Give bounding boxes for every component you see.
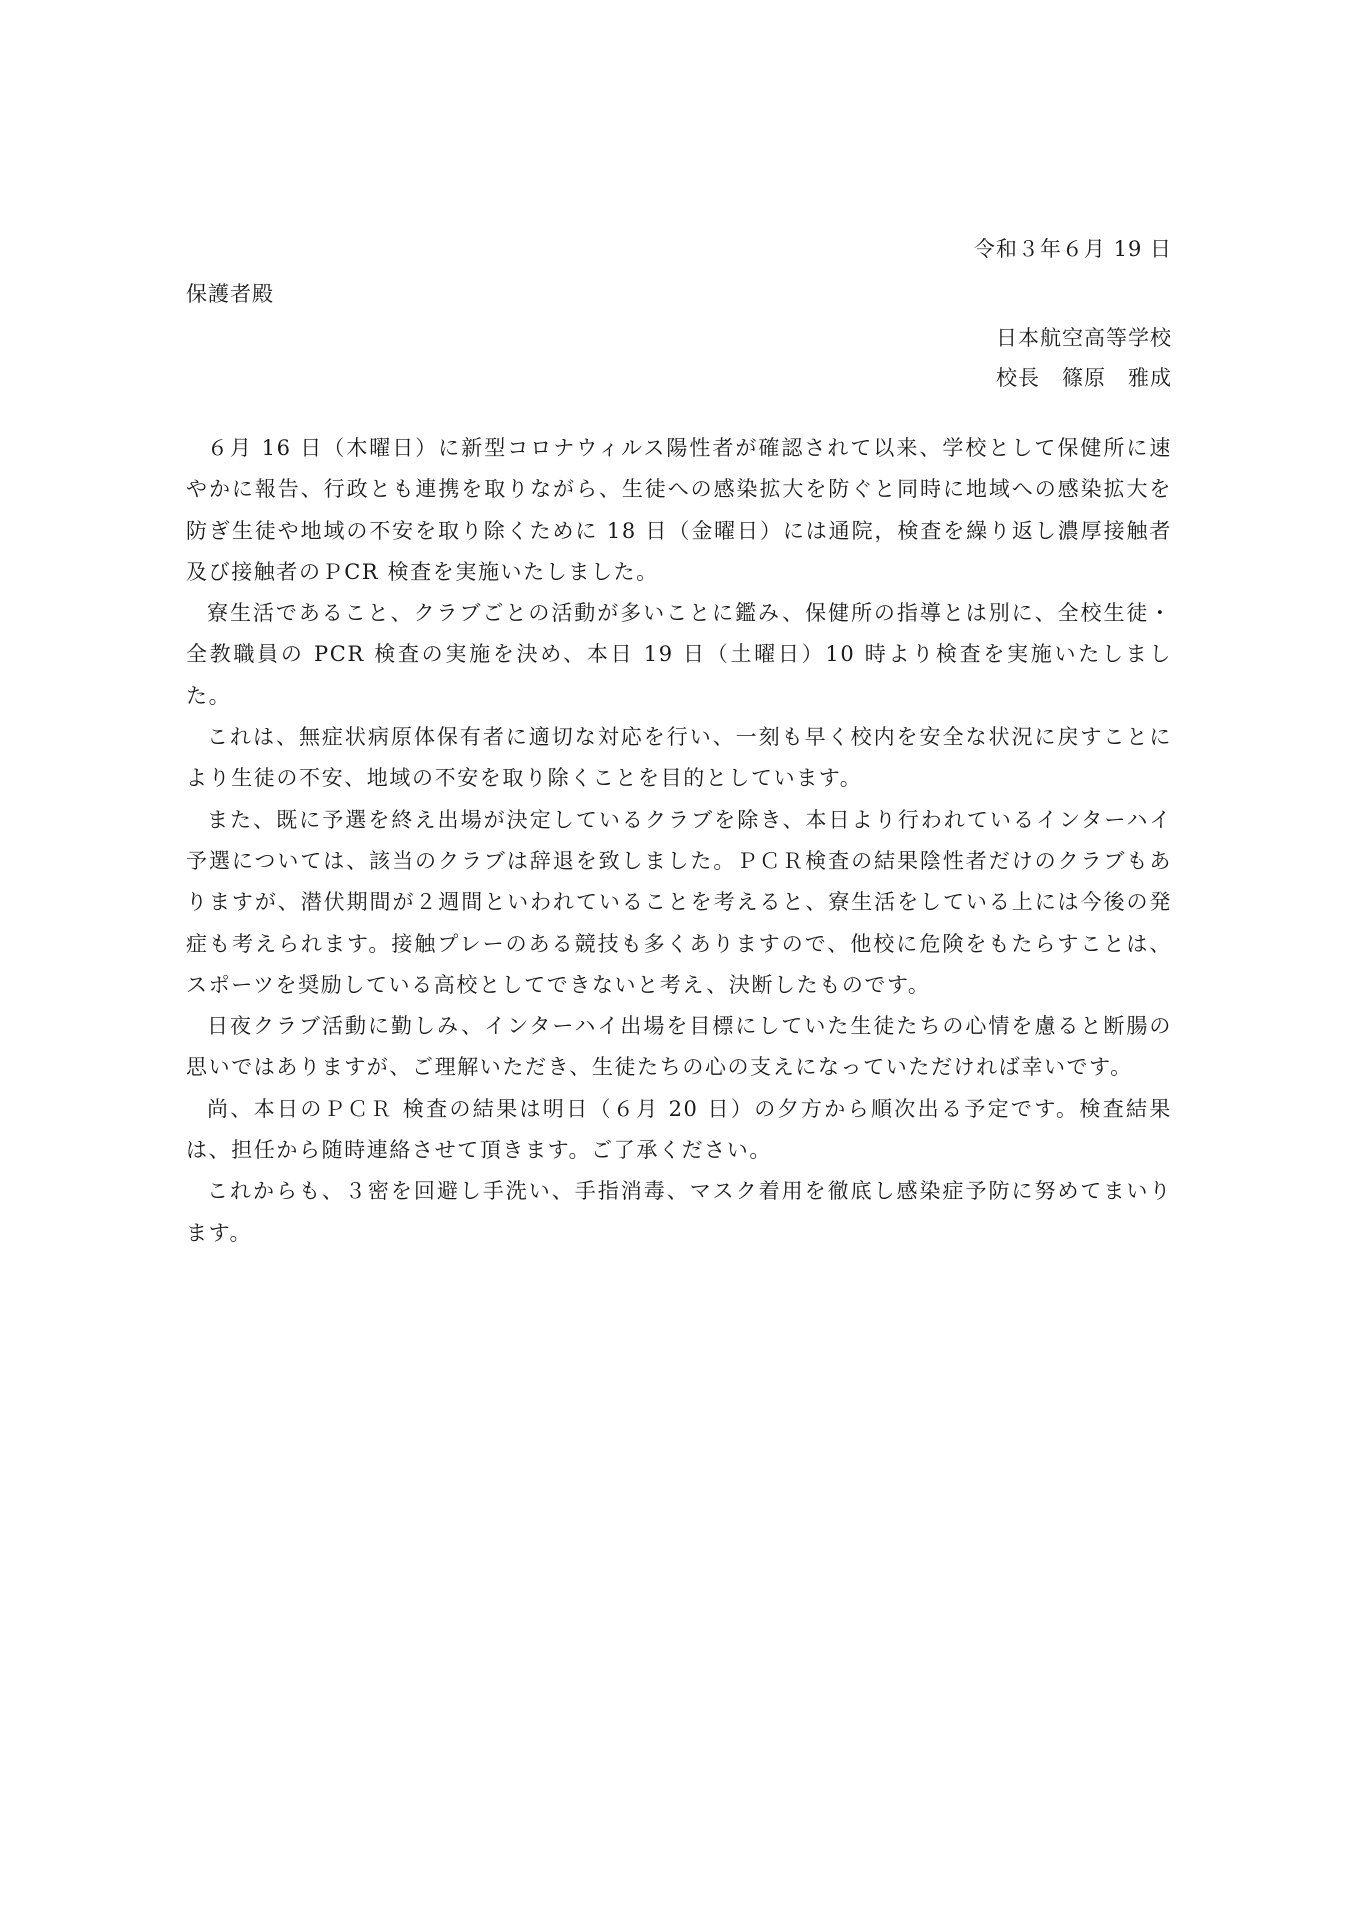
body-paragraph: また、既に予選を終え出場が決定しているクラブを除き、本日より行われているインターハイ予選については、該当のクラブは辞退を致しました。ＰＣＲ検査の結果陰性者だけのクラブもありますが、潜伏期間が２週間といわれていることを考えると、寮生活をしている上には今後の発症も考えられます。接触プレーのある競技も多くありますので、他校に危険をもたらすことは、スポーツを奨励している高校としてできないと考え、決断したものです。 — [186, 807, 1172, 997]
body-paragraph: 寮生活であること、クラブごとの活動が多いことに鑑み、保健所の指導とは別に、全校生徒・全教職員の PCR 検査の実施を決め、本日 19 日（土曜日）10 時より検査を実施いたしました。 — [186, 601, 1172, 708]
letter-recipient: 保護者殿 — [186, 282, 274, 306]
body-paragraph: これからも、３密を回避し手洗い、手指消毒、マスク着用を徹底し感染症予防に努めてまいります。 — [186, 1179, 1172, 1245]
body-paragraph: 日夜クラブ活動に勤しみ、インターハイ出場を目標にしていた生徒たちの心情を慮ると断腸の思いではありますが、ご理解いただき、生徒たちの心の支えになっていただければ幸いです。 — [186, 1014, 1172, 1080]
letter-sender — [996, 318, 1172, 398]
body-paragraph: 尚、本日のＰＣＲ 検査の結果は明日（６月 20 日）の夕方から順次出る予定です。検査結果は、担任から随時連絡させて頂きます。ご了承ください。 — [186, 1096, 1172, 1163]
letter-date: 令和３年６月 19 日 — [973, 237, 1172, 261]
sender-organization: 日本航空高等学校 — [996, 326, 1172, 350]
sender-name: 校長 篠原 雅成 — [996, 366, 1172, 390]
body-paragraph: これは、無症状病原体保有者に適切な対応を行い、一刻も早く校内を安全な状況に戻すことにより生徒の不安、地域の不安を取り除くことを目的としています。 — [186, 725, 1172, 791]
body-paragraph: ６月 16 日（木曜日）に新型コロナウィルス陽性者が確認されて以来、学校として保健所に速やかに報告、行政とも連携を取りながら、生徒への感染拡大を防ぐと同時に地域への感染拡大を防ぎ生徒や地域の不安を取り除くために 18 日（金曜日）には通院，検査を繰り返し濃厚接触者及び接触者のＰCR 検査を実施いたしました。 — [186, 436, 1172, 584]
letter-body — [186, 428, 1172, 1254]
